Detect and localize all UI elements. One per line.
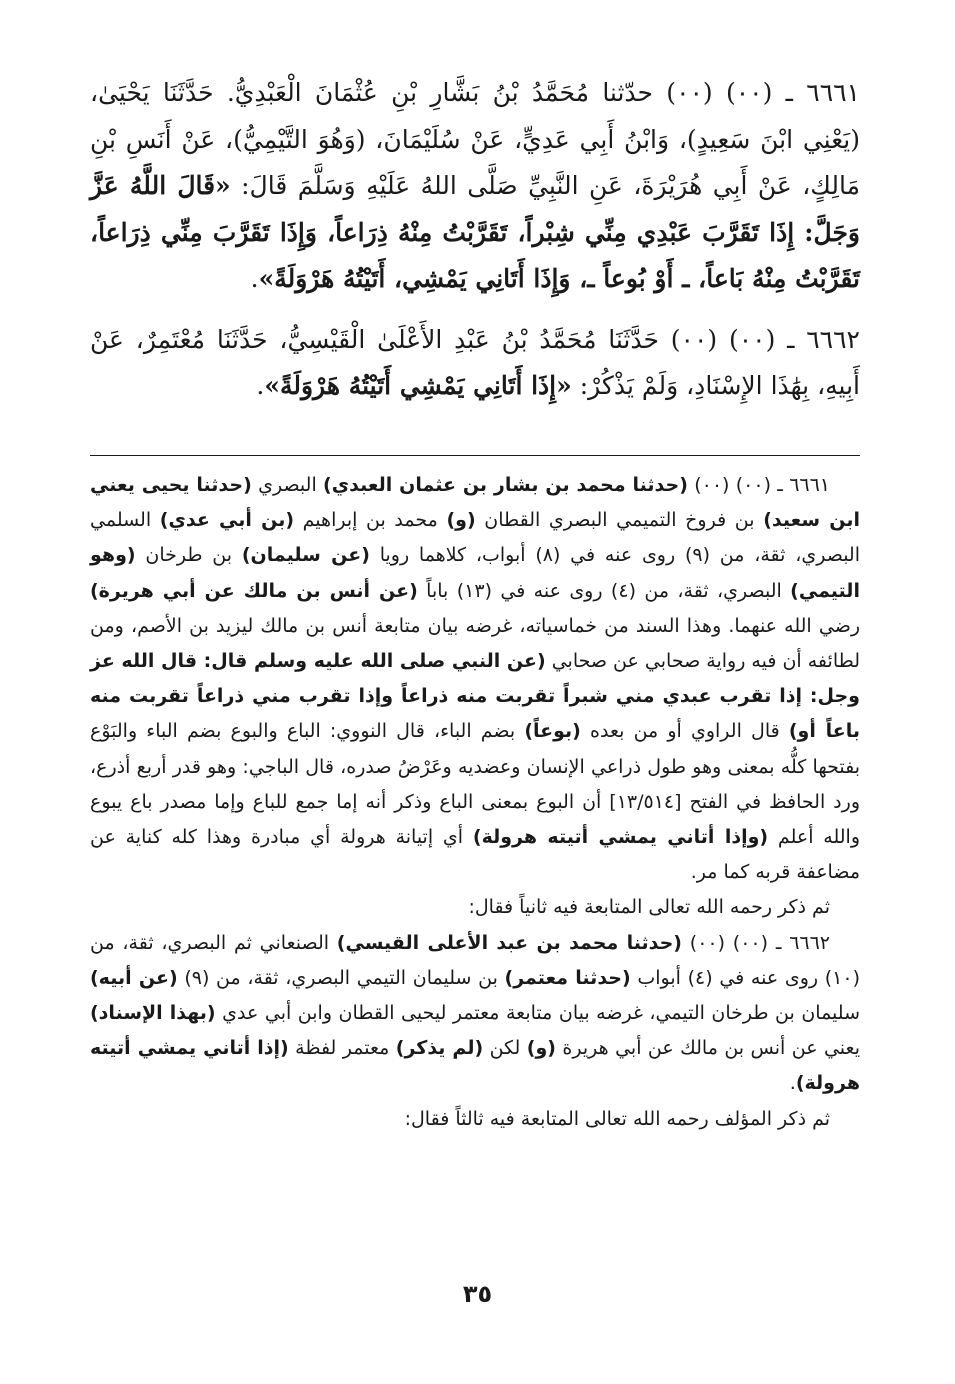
commentary-block [90, 468, 860, 1137]
c3-s1: ٦٦٦٢ ـ (٠٠) (٠٠) [681, 931, 831, 954]
hadith-6661-end: . [250, 264, 259, 293]
page-number: ٣٥ [462, 1280, 493, 1308]
c3-s2: الصنعاني ثم البصري، ثقة، من (١٠) روى عنه في (٤) أبواب [90, 931, 861, 989]
c3-b3: (عن أبيه) [90, 966, 178, 989]
c1-s7: البصري، ثقة، من (٤) روى عنه في (١٣) باباً [417, 579, 791, 602]
c3-s4: سليمان بن طرخان التيمي، غرضه بيان متابعة معتمر ليحيى القطان وابن أبي عدي [215, 1002, 860, 1025]
footnote-separator [90, 455, 860, 456]
c1-s8: رضي الله عنهما. وهذا السند من خماسياته، غرضه بيان متابعة أنس بن مالك ليزيد بن الأصم، ومن لطائفه أن فيه رواية صحابي عن صحابي [90, 614, 860, 673]
hadith-6661-isnad: ٦٦٦١ ـ (٠٠) (٠٠) حدّثنا مُحَمَّدُ بْنُ بَشَّارِ بْنِ عُثْمَانَ الْعَبْدِيُّ. حَدَّثَنَا يَحْيَىٰ، (يَعْنِي ابْنَ سَعِيدٍ)، وَابْنُ أَبِي عَدِيٍّ، عَنْ سُلَيْمَانَ، (وَهُوَ التَّيْمِيُّ)، عَنْ أَنَسِ بْنِ مَالِكٍ، عَنْ أَبِي هُرَيْرَةَ، عَنِ النَّبِيِّ صَلَّى اللهُ عَلَيْهِ وَسَلَّمَ قَالَ: [90, 78, 861, 200]
hadith-6662-isnad: ٦٦٦٢ ـ (٠٠) (٠٠) حَدَّثَنَا مُحَمَّدُ بْنُ عَبْدِ الأَعْلَىٰ الْقَيْسِيُّ، حَدَّثَنَا مُعْتَمِرٌ، عَنْ أَبِيهِ، بِهَٰذَا الإِسْنَادِ، وَلَمْ يَذْكُرْ: [90, 324, 860, 400]
c1-s3: بن فروخ التميمي البصري القطان [475, 509, 764, 532]
c1-b3: (و) [446, 509, 476, 532]
c1-b7: (عن أنس بن مالك عن أبي هريرة) [90, 579, 418, 602]
c3-s3: بن سليمان التيمي البصري، ثقة، من (٩) [177, 966, 505, 989]
c3-b1: (حدثنا محمد بن عبد الأعلى القيسي) [336, 931, 682, 954]
c1-b6: (وهو التيمي) [90, 544, 860, 602]
c3-s5: يعني عن أنس بن مالك عن أبي هريرة [555, 1037, 860, 1060]
c1-s5: السلمي البصري، ثقة، من (٩) روى عنه في (٨) أبواب، كلاهما رويا [90, 509, 860, 567]
hadith-6662 [90, 317, 860, 410]
commentary-6661 [90, 468, 860, 890]
commentary-6662 [90, 926, 860, 1102]
c1-b9: (بوعاً) [524, 720, 581, 743]
hadith-6661 [90, 70, 860, 303]
c1-s1: ٦٦٦١ ـ (٠٠) (٠٠) [687, 474, 831, 496]
c3-b6: (لم يذكر) [395, 1037, 484, 1060]
commentary-transition-3: ثم ذكر المؤلف رحمه الله تعالى المتابعة فيه ثالثاً فقال: [404, 1107, 830, 1130]
hadith-6662-end: . [256, 371, 265, 400]
c1-s2: البصري [251, 474, 324, 496]
c1-b10: (وإذا أتاني يمشي أتيته هرولة) [472, 826, 769, 849]
c3-s6: لكن [483, 1037, 527, 1060]
c3-b7: (إذا أتاني يمشي أتيته هرولة) [90, 1037, 860, 1095]
c1-b2: (حدثنا يحيى يعني ابن سعيد) [90, 474, 860, 532]
c1-b4: (بن أبي عدي) [159, 509, 295, 532]
hadith-text-block [90, 70, 860, 424]
c1-s9: قال الراوي أو من بعده [580, 720, 789, 743]
c3-b4: (بهذا الإسناد) [90, 1002, 216, 1025]
c3-b5: (و) [526, 1037, 556, 1060]
c3-s7: معتمر لفظة [288, 1037, 396, 1060]
commentary-transition-2: ثم ذكر رحمه الله تعالى المتابعة فيه ثانياً فقال: [468, 896, 830, 919]
c1-s4: محمد بن إبراهيم [294, 509, 447, 532]
hadith-6661-matn: «قَالَ اللَّهُ عَزَّ وَجَلَّ: إِذَا تَقَرَّبَ عَبْدِي مِنِّي شِبْراً، تَقَرَّبْتُ مِنْهُ ذِرَاعاً، وَإِذَا تَقَرَّبَ مِنِّي ذِرَاعاً، تَقَرَّبْتُ مِنْهُ بَاعاً، ـ أَوْ بُوعاً ـ، وَإِذَا أَتَانِي يَمْشِي، أَتَيْتُهُ هَرْوَلَةً» [90, 171, 860, 293]
c1-b5: (عن سليمان) [241, 544, 370, 567]
hadith-6662-matn: «إِذَا أَتَانِي يَمْشِي أَتَيْتُهُ هَرْوَلَةً» [264, 371, 572, 400]
c3-s8: . [789, 1072, 796, 1095]
c1-s10: بضم الباء، قال النووي: الباع والبوع بضم الباء والبَوْع بفتحها كلُّه بمعنى وهو طول ذراعي الإنسان وعضديه وعَرْضُ صدره، قال الباجي: وهو قدر أربع أذرع، ورد الحافظ في الفتح [١٣/٥١٤] أن البوع بمعنى الباع وذكر أنه إما جمع للباع وإما مصدر باع يبوع والله أعلم [90, 720, 860, 849]
c3-b2: (حدثنا معتمر) [504, 966, 631, 989]
c1-s11: أي إتيانة هرولة أي مبادرة وهذا كله كناية عن مضاعفة قربه كما مر. [90, 826, 860, 884]
c1-b8: (عن النبي صلى الله عليه وسلم قال: قال الله عز وجل: إذا تقرب عبدي مني شبراً تقربت منه ذراعاً وإذا تقرب مني ذراعاً تقربت منه باعاً أو) [90, 650, 860, 743]
c1-b1: (حدثنا محمد بن بشار بن عثمان العبدي) [323, 474, 688, 496]
c1-s6: بن طرخان [135, 544, 242, 567]
